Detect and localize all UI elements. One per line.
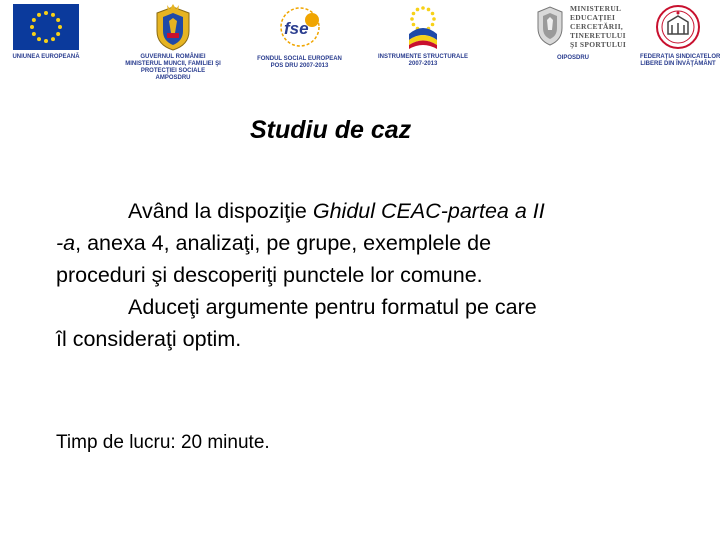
- is-logo: [378, 4, 468, 68]
- star-icon: [30, 25, 34, 29]
- star-icon: [421, 6, 425, 10]
- fsli-caption-line-1: FEDERAŢIA SINDICATELOR: [640, 54, 720, 60]
- star-icon: [427, 8, 431, 12]
- logo-bar: [0, 0, 720, 95]
- fse-caption-line-1: FONDUL SOCIAL EUROPEAN: [257, 56, 342, 62]
- star-icon: [432, 17, 436, 21]
- eu-caption: UNIUNEA EUROPEANĂ: [12, 54, 80, 60]
- gov-caption-line-3: PROTECŢIEI SOCIALE: [140, 68, 206, 74]
- mec-text: [570, 4, 626, 49]
- paragraph-line-2: [56, 227, 656, 259]
- star-icon: [44, 11, 48, 15]
- paragraph-line-1-text: Având la dispoziţie: [128, 199, 313, 223]
- mec-text-line-1: MINISTERUL: [570, 4, 622, 13]
- gov-logo: [118, 3, 228, 82]
- star-icon: [44, 39, 48, 43]
- fsli-seal-icon: [655, 4, 701, 50]
- mec-text-line-2: EDUCAŢIEI: [570, 13, 616, 22]
- paragraph-line-5: îl consideraţi optim.: [56, 327, 242, 351]
- time-limit-note: Timp de lucru: 20 minute.: [56, 432, 270, 453]
- star-icon: [412, 12, 416, 16]
- fse-caption-line-2: POS DRU 2007-2013: [270, 63, 329, 69]
- mec-caption-text: OIPOSDRU: [556, 55, 589, 61]
- star-icon: [431, 23, 435, 27]
- fse-logo-icon: [275, 6, 325, 48]
- fse-mark-text: fse: [283, 19, 309, 38]
- star-icon: [416, 8, 420, 12]
- star-icon: [56, 18, 60, 22]
- star-icon: [58, 25, 62, 29]
- ministry-crest-icon: [535, 4, 565, 46]
- star-icon: [412, 23, 416, 27]
- star-icon: [32, 32, 36, 36]
- star-icon: [37, 13, 41, 17]
- star-icon: [410, 17, 414, 21]
- mec-text-line-5: ŞI SPORTULUI: [570, 40, 627, 49]
- mec-text-line-3: CERCETĂRII,: [570, 22, 624, 31]
- fsli-caption-line-2: LIBERE DIN ÎNVĂŢĂMÂNT: [640, 61, 716, 67]
- star-icon: [32, 18, 36, 22]
- paragraph-line-4: Aduceţi argumente pentru formatul pe care: [128, 295, 537, 319]
- mec-text-line-4: TINERETULUI: [570, 31, 626, 40]
- fsli-logo: [640, 4, 720, 68]
- is-caption-line-2: 2007-2013: [408, 61, 438, 67]
- guide-reference-2: -a: [56, 231, 76, 255]
- case-study-paragraph: [56, 195, 656, 355]
- gov-caption-line-2: MINISTERUL MUNCII, FAMILIEI ŞI: [125, 61, 221, 67]
- gov-caption-line-4: AMPOSDRU: [155, 75, 191, 81]
- mec-logo: [532, 4, 568, 46]
- instrumente-structurale-logo-icon: [399, 4, 447, 50]
- guide-reference-1: Ghidul CEAC-partea a II: [312, 199, 545, 223]
- star-icon: [431, 12, 435, 16]
- gov-caption-line-1: GUVERNUL ROMÂNIEI: [140, 54, 206, 60]
- is-caption-line-1: INSTRUMENTE STRUCTURALE: [378, 54, 468, 60]
- star-icon: [51, 13, 55, 17]
- eu-logo: [6, 4, 86, 61]
- mec-caption: [548, 55, 598, 62]
- paragraph-line-1: [56, 195, 656, 227]
- fse-logo: [252, 6, 347, 70]
- paragraph-line-2-text: , anexa 4, analizaţi, pe grupe, exemplele de: [75, 231, 492, 255]
- star-icon: [37, 37, 41, 41]
- paragraph-line-3: proceduri şi descoperiţi punctele lor comune.: [56, 263, 483, 287]
- star-icon: [56, 32, 60, 36]
- eu-flag-icon: [13, 4, 79, 50]
- star-icon: [51, 37, 55, 41]
- romania-coat-of-arms-icon: [153, 3, 193, 51]
- slide-title: Studiu de caz: [250, 116, 412, 144]
